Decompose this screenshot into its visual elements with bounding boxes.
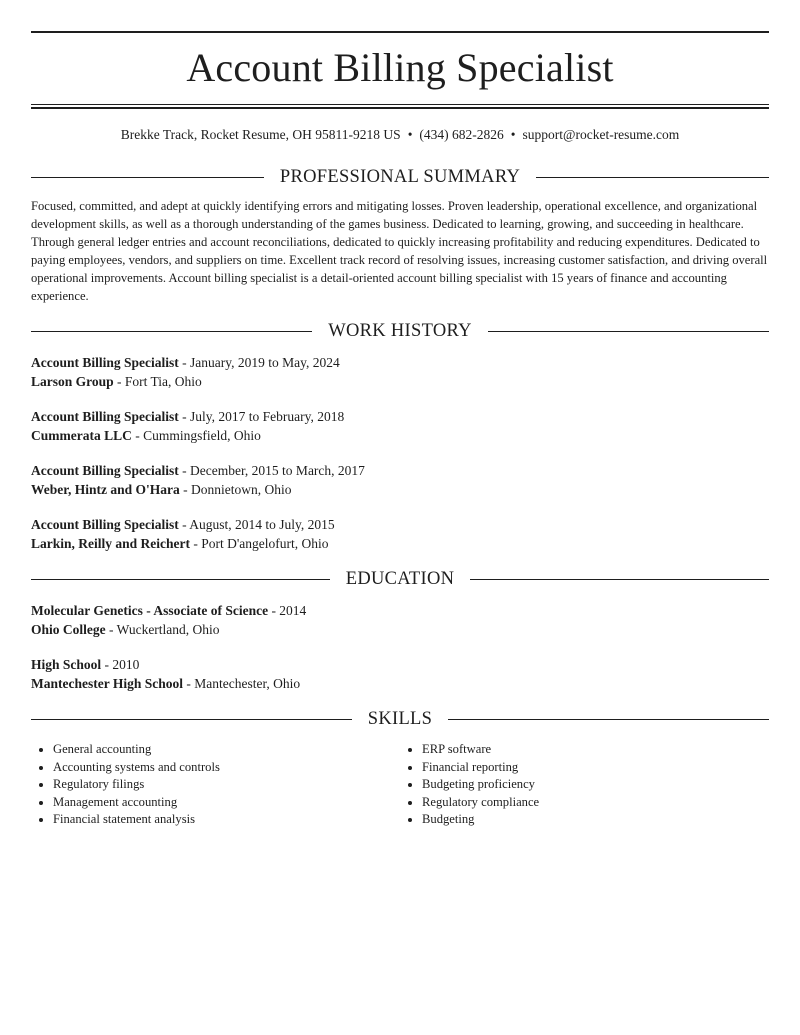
summary-text: Focused, committed, and adept at quickly identifying errors and mitigating losses. Proven leadership, operational excellence, and organizational development skills, as well as a thorough understanding of the games business. Dedicated to learning, growing, and succeeding in healthcare. Through general ledger entries and account reconciliations, dedicated to quickly increasing profitability and reducing expenditures. Dedicated to paying employees, vendors, and suppliers on time. Excellent track record of resolving issues, increasing customer satisfaction, and driving overall operational improvements. Account billing specialist is a detail-oriented account billing specialist with 15 years of finance and accounting experience. [31, 199, 768, 303]
summary-heading [31, 166, 769, 188]
skill-item: • Financial reporting [422, 759, 769, 777]
degree-year: - 2010 [101, 657, 140, 672]
job-dates: - July, 2017 to February, 2018 [178, 409, 345, 424]
education-heading-label: EDUCATION [345, 569, 455, 589]
resume-page [31, 0, 769, 829]
skills-heading-label: SKILLS [367, 709, 433, 729]
work-history-heading [31, 320, 769, 342]
job-title: Account Billing Specialist [31, 355, 179, 370]
divider-line [31, 177, 264, 178]
school-location: - Wuckertland, Ohio [105, 622, 220, 637]
job-location: - Port D'angelofurt, Ohio [190, 536, 329, 551]
job-title: Account Billing Specialist [31, 463, 179, 478]
skill-item: • Budgeting proficiency [422, 776, 769, 794]
skills-heading [31, 708, 769, 730]
job-location: - Fort Tia, Ohio [113, 374, 202, 389]
skills-column-right [400, 741, 769, 829]
contact-address: Brekke Track, Rocket Resume, OH 95811-9218 US [120, 127, 401, 142]
contact-separator: • [407, 127, 413, 142]
job-company: Cummerata LLC [31, 428, 132, 443]
skill-item: • Regulatory compliance [422, 794, 769, 812]
divider-line [31, 579, 330, 580]
skills-list [31, 741, 769, 829]
page-title: Account Billing Specialist [186, 45, 614, 90]
work-entry [31, 407, 769, 445]
work-entry [31, 515, 769, 553]
divider-line [31, 719, 352, 720]
education-entry [31, 601, 769, 639]
work-entry [31, 461, 769, 499]
contact-separator: • [510, 127, 516, 142]
divider-line [470, 579, 769, 580]
school-location: - Mantechester, Ohio [183, 676, 301, 691]
skill-item: • ERP software [422, 741, 769, 759]
job-dates: - January, 2019 to May, 2024 [178, 355, 340, 370]
degree: Molecular Genetics - Associate of Science [31, 603, 269, 618]
school: Ohio College [31, 622, 106, 637]
skill-item: • Management accounting [53, 794, 400, 812]
skill-item: • Regulatory filings [53, 776, 400, 794]
education-list [31, 601, 769, 693]
skill-item: • Financial statement analysis [53, 811, 400, 829]
degree-year: - 2014 [268, 603, 307, 618]
skill-item: • Accounting systems and controls [53, 759, 400, 777]
job-company: Larkin, Reilly and Reichert [31, 536, 190, 551]
job-title: Account Billing Specialist [31, 409, 179, 424]
work-entry [31, 353, 769, 391]
job-company: Larson Group [31, 374, 114, 389]
skill-item: • Budgeting [422, 811, 769, 829]
divider-line [448, 719, 769, 720]
job-location: - Cummingsfield, Ohio [131, 428, 261, 443]
title-double-rule [31, 104, 769, 109]
contact-phone: (434) 682-2826 [419, 127, 504, 142]
job-dates: - December, 2015 to March, 2017 [178, 463, 365, 478]
education-entry [31, 655, 769, 693]
divider-line [31, 331, 312, 332]
divider-line [488, 331, 769, 332]
job-location: - Donnietown, Ohio [179, 482, 292, 497]
work-history-list [31, 353, 769, 553]
contact-line [31, 126, 769, 144]
skills-column-left [31, 741, 400, 829]
job-company: Weber, Hintz and O'Hara [31, 482, 180, 497]
education-heading [31, 568, 769, 590]
job-dates: - August, 2014 to July, 2015 [178, 517, 335, 532]
job-title: Account Billing Specialist [31, 517, 179, 532]
contact-email: support@rocket-resume.com [522, 127, 680, 142]
divider-line [536, 177, 769, 178]
skill-item: • General accounting [53, 741, 400, 759]
degree: High School [31, 657, 102, 672]
school: Mantechester High School [31, 676, 183, 691]
work-history-heading-label: WORK HISTORY [328, 321, 472, 341]
summary-heading-label: PROFESSIONAL SUMMARY [279, 167, 521, 187]
